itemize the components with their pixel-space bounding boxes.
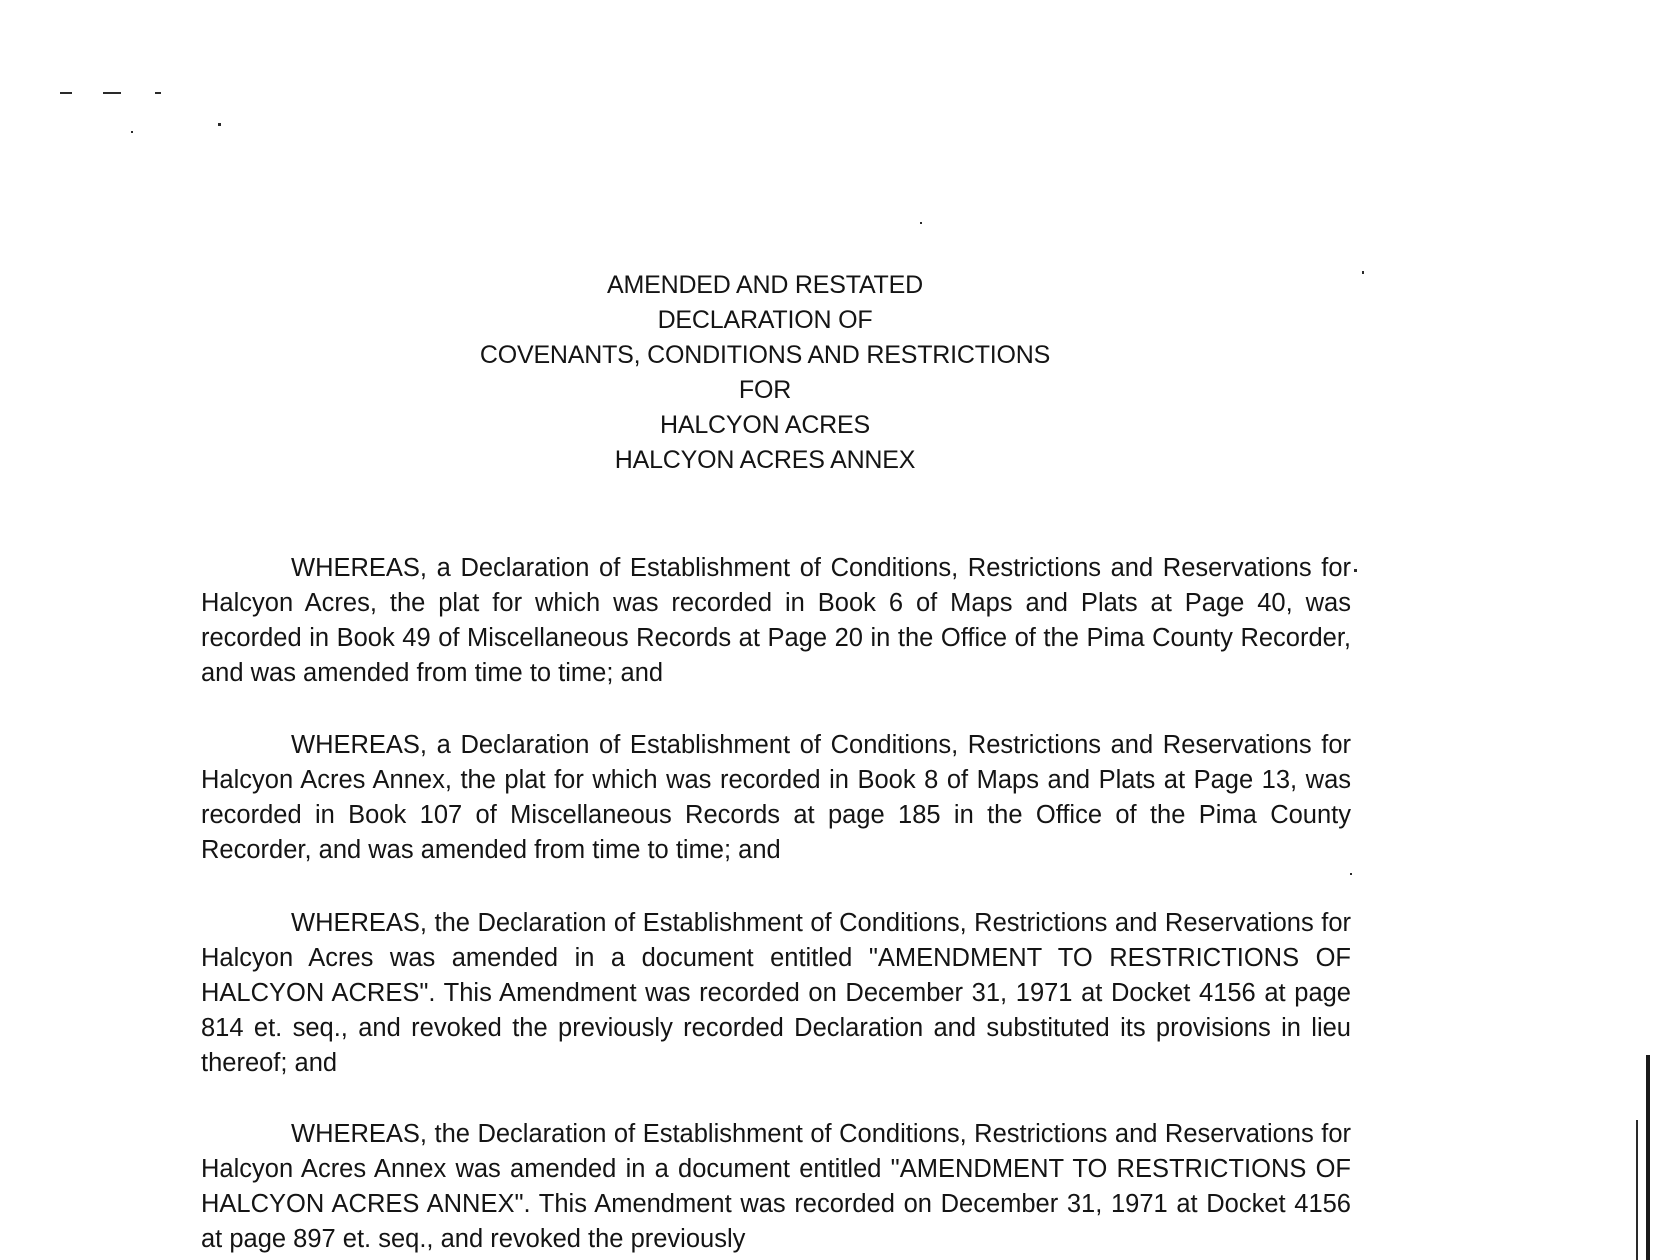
title-line: FOR [738, 376, 792, 404]
title-line: DECLARATION OF [657, 306, 873, 334]
document-title [330, 268, 1200, 478]
whereas-paragraph-4: WHEREAS, the Declaration of Establishment of Conditions, Restrictions and Reservations for Halcyon Acres Annex was amended in a document entitled "AMENDMENT TO RESTRICTIONS OF HALCYON ACRES ANNEX". This Amendment was recorded on December 31, 1971 at Docket 4156 at page 897 et. seq., and revoked the previously [201, 1120, 1351, 1253]
title-line: AMENDED AND RESTATED [607, 271, 923, 299]
scan-speck [155, 92, 161, 94]
scan-speck [218, 123, 221, 126]
scan-speck [1350, 873, 1352, 875]
title-line: HALCYON ACRES [660, 411, 870, 439]
scan-edge [1646, 1055, 1650, 1260]
title-line: COVENANTS, CONDITIONS AND RESTRICTIONS [479, 341, 1051, 369]
whereas-paragraph-2: WHEREAS, a Declaration of Establishment of Conditions, Restrictions and Reservations for Halcyon Acres Annex, the plat for which was recorded in Book 8 of Maps and Plats at Page 13, was recorded in Book 107 of Miscellaneous Records at page 185 in the Office of the Pima County Recorder, and was amended from time to time; and [201, 731, 1351, 864]
scan-speck [131, 131, 133, 133]
whereas-paragraph-3: WHEREAS, the Declaration of Establishment of Conditions, Restrictions and Reservations for Halcyon Acres was amended in a document entitled "AMENDMENT TO RESTRICTIONS OF HALCYON ACRES". This Amendment was recorded on December 31, 1971 at Docket 4156 at page 814 et. seq., and revoked the previously recorded Declaration and substituted its provisions in lieu thereof; and [201, 909, 1351, 1077]
scan-speck [1354, 569, 1357, 572]
scan-speck [920, 222, 922, 224]
scan-speck [60, 92, 72, 94]
scan-speck [1362, 271, 1364, 274]
whereas-paragraph-1: WHEREAS, a Declaration of Establishment of Conditions, Restrictions and Reservations for Halcyon Acres, the plat for which was recorded in Book 6 of Maps and Plats at Page 40, was recorded in Book 49 of Miscellaneous Records at Page 20 in the Office of the Pima County Recorder, and was amended from time to time; and [201, 554, 1351, 687]
scan-edge [1636, 1120, 1638, 1260]
title-line: HALCYON ACRES ANNEX [614, 446, 916, 474]
scan-speck [103, 92, 121, 94]
